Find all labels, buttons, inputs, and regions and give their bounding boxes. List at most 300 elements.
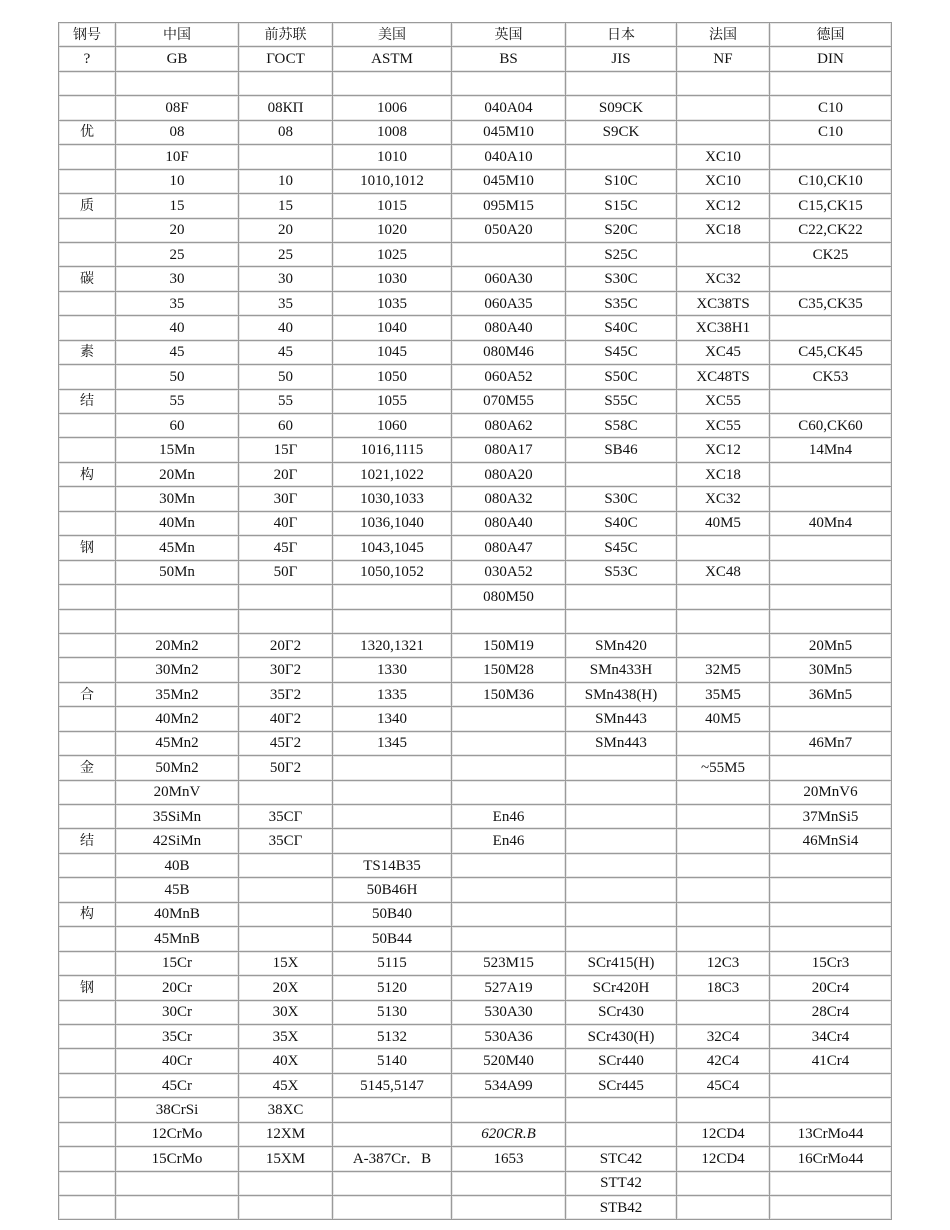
gb-cell: 40B — [116, 853, 239, 877]
din-cell — [770, 487, 892, 511]
category-cell: 构 — [59, 902, 116, 926]
nf-cell: XC55 — [677, 414, 770, 438]
header-std-nf: NF — [677, 47, 770, 71]
category-cell — [59, 1000, 116, 1024]
bs-cell: 040A04 — [452, 96, 566, 120]
gb-cell: 12CrMo — [116, 1122, 239, 1146]
gb-cell: 40Cr — [116, 1049, 239, 1073]
nf-cell — [677, 1171, 770, 1195]
bs-cell: 080M50 — [452, 585, 566, 609]
category-cell — [59, 585, 116, 609]
nf-cell: 32M5 — [677, 658, 770, 682]
gb-cell: 25 — [116, 242, 239, 266]
bs-cell: 150M28 — [452, 658, 566, 682]
gost-cell: 40Г2 — [239, 707, 333, 731]
gost-cell: 08КП — [239, 96, 333, 120]
din-cell: C60,CK60 — [770, 414, 892, 438]
category-cell — [59, 633, 116, 657]
astm-cell — [333, 1122, 452, 1146]
gb-cell: 50Mn2 — [116, 756, 239, 780]
bs-cell: 095M15 — [452, 194, 566, 218]
jis-cell — [566, 145, 677, 169]
nf-cell: XC18 — [677, 462, 770, 486]
table-row — [59, 414, 892, 438]
gb-cell: 35Cr — [116, 1024, 239, 1048]
gost-cell: 45Г2 — [239, 731, 333, 755]
gost-cell: 15Г — [239, 438, 333, 462]
astm-cell: 5140 — [333, 1049, 452, 1073]
gost-cell: 25 — [239, 242, 333, 266]
nf-cell: XC10 — [677, 145, 770, 169]
gost-cell — [239, 780, 333, 804]
jis-cell — [566, 1122, 677, 1146]
jis-cell: SB46 — [566, 438, 677, 462]
bs-cell — [452, 780, 566, 804]
astm-cell: 1330 — [333, 658, 452, 682]
table-row — [59, 340, 892, 364]
nf-cell: XC10 — [677, 169, 770, 193]
header-std-astm: ASTM — [333, 47, 452, 71]
category-cell: 素 — [59, 340, 116, 364]
category-cell: 优 — [59, 120, 116, 144]
jis-cell — [566, 756, 677, 780]
astm-cell: 1035 — [333, 291, 452, 315]
header-germany: 德国 — [770, 23, 892, 47]
gost-cell: 35 — [239, 291, 333, 315]
bs-cell: 530A30 — [452, 1000, 566, 1024]
table-row — [59, 438, 892, 462]
table-row — [59, 805, 892, 829]
nf-cell: XC45 — [677, 340, 770, 364]
nf-cell: XC32 — [677, 487, 770, 511]
nf-cell — [677, 71, 770, 95]
jis-cell: S10C — [566, 169, 677, 193]
gost-cell: 15X — [239, 951, 333, 975]
jis-cell — [566, 829, 677, 853]
gb-cell: 50 — [116, 365, 239, 389]
nf-cell — [677, 609, 770, 633]
gost-cell: 45Г — [239, 536, 333, 560]
astm-cell — [333, 609, 452, 633]
gb-cell: 10F — [116, 145, 239, 169]
jis-cell: SMn443 — [566, 707, 677, 731]
category-cell — [59, 1122, 116, 1146]
nf-cell: XC38TS — [677, 291, 770, 315]
astm-cell: 1040 — [333, 316, 452, 340]
category-cell — [59, 1098, 116, 1122]
astm-cell — [333, 1196, 452, 1220]
jis-cell: S9CK — [566, 120, 677, 144]
din-cell: 28Cr4 — [770, 1000, 892, 1024]
table-row — [59, 1098, 892, 1122]
astm-cell — [333, 756, 452, 780]
bs-cell — [452, 1171, 566, 1195]
category-cell — [59, 242, 116, 266]
din-cell: 36Mn5 — [770, 682, 892, 706]
jis-cell: S40C — [566, 316, 677, 340]
bs-cell: 150M19 — [452, 633, 566, 657]
bs-cell: 070M55 — [452, 389, 566, 413]
jis-cell: S35C — [566, 291, 677, 315]
jis-cell: STC42 — [566, 1147, 677, 1171]
nf-cell: XC18 — [677, 218, 770, 242]
table-row — [59, 487, 892, 511]
nf-cell: ~55M5 — [677, 756, 770, 780]
gb-cell: 20Mn — [116, 462, 239, 486]
nf-cell — [677, 242, 770, 266]
bs-cell: 080A40 — [452, 316, 566, 340]
gb-cell: 10 — [116, 169, 239, 193]
bs-cell: 150M36 — [452, 682, 566, 706]
bs-cell: 080A62 — [452, 414, 566, 438]
table-row — [59, 389, 892, 413]
category-cell: 合 — [59, 682, 116, 706]
category-cell — [59, 1196, 116, 1220]
jis-cell: STB42 — [566, 1196, 677, 1220]
astm-cell: 5132 — [333, 1024, 452, 1048]
gb-cell: 08F — [116, 96, 239, 120]
jis-cell: S58C — [566, 414, 677, 438]
category-cell: 金 — [59, 756, 116, 780]
table-row — [59, 145, 892, 169]
table-row — [59, 365, 892, 389]
header-france: 法国 — [677, 23, 770, 47]
gost-cell — [239, 1171, 333, 1195]
table-row — [59, 1073, 892, 1097]
din-cell — [770, 462, 892, 486]
category-cell — [59, 780, 116, 804]
gost-cell: 20Г2 — [239, 633, 333, 657]
astm-cell — [333, 805, 452, 829]
gost-cell: 08 — [239, 120, 333, 144]
nf-cell: 12CD4 — [677, 1122, 770, 1146]
jis-cell: S53C — [566, 560, 677, 584]
gb-cell: 45Mn2 — [116, 731, 239, 755]
bs-cell — [452, 71, 566, 95]
gb-cell — [116, 1171, 239, 1195]
gb-cell: 40MnB — [116, 902, 239, 926]
gost-cell: 45 — [239, 340, 333, 364]
nf-cell: 45C4 — [677, 1073, 770, 1097]
din-cell: 46Mn7 — [770, 731, 892, 755]
bs-cell: 050A20 — [452, 218, 566, 242]
gost-cell: 30Г — [239, 487, 333, 511]
astm-cell: 1020 — [333, 218, 452, 242]
gb-cell: 20 — [116, 218, 239, 242]
gb-cell: 38CrSi — [116, 1098, 239, 1122]
nf-cell — [677, 853, 770, 877]
table-row — [59, 951, 892, 975]
gb-cell: 35 — [116, 291, 239, 315]
table-row — [59, 878, 892, 902]
gb-cell: 15Mn — [116, 438, 239, 462]
category-cell — [59, 1073, 116, 1097]
category-cell — [59, 731, 116, 755]
jis-cell — [566, 71, 677, 95]
nf-cell: XC12 — [677, 438, 770, 462]
jis-cell — [566, 1098, 677, 1122]
gb-cell: 20MnV — [116, 780, 239, 804]
gost-cell: 38XC — [239, 1098, 333, 1122]
bs-cell — [452, 707, 566, 731]
nf-cell — [677, 829, 770, 853]
table-row — [59, 1000, 892, 1024]
jis-cell — [566, 462, 677, 486]
bs-cell: 030A52 — [452, 560, 566, 584]
gost-cell: 35СГ — [239, 829, 333, 853]
table-row — [59, 511, 892, 535]
table-row — [59, 927, 892, 951]
table-row — [59, 71, 892, 95]
din-cell: 20Cr4 — [770, 976, 892, 1000]
gost-cell: 35СГ — [239, 805, 333, 829]
astm-cell: 1021,1022 — [333, 462, 452, 486]
bs-cell: 527A19 — [452, 976, 566, 1000]
bs-cell — [452, 756, 566, 780]
category-cell — [59, 805, 116, 829]
jis-cell — [566, 780, 677, 804]
astm-cell: 5130 — [333, 1000, 452, 1024]
gost-cell: 20 — [239, 218, 333, 242]
din-cell: 13CrMo44 — [770, 1122, 892, 1146]
category-cell: 结 — [59, 389, 116, 413]
header-std-gb: GB — [116, 47, 239, 71]
astm-cell: 1050 — [333, 365, 452, 389]
category-cell — [59, 438, 116, 462]
nf-cell: 12C3 — [677, 951, 770, 975]
gost-cell: 15XM — [239, 1147, 333, 1171]
astm-cell: 1006 — [333, 96, 452, 120]
astm-cell: 1010,1012 — [333, 169, 452, 193]
category-cell — [59, 1171, 116, 1195]
astm-cell: 5145,5147 — [333, 1073, 452, 1097]
nf-cell: 40M5 — [677, 511, 770, 535]
gb-cell: 45Cr — [116, 1073, 239, 1097]
din-cell — [770, 756, 892, 780]
nf-cell — [677, 585, 770, 609]
astm-cell: A-387Cr．B — [333, 1147, 452, 1171]
astm-cell — [333, 585, 452, 609]
astm-cell: 5115 — [333, 951, 452, 975]
category-cell — [59, 71, 116, 95]
din-cell — [770, 536, 892, 560]
gb-cell: 30Mn2 — [116, 658, 239, 682]
table-body — [59, 23, 892, 1220]
gost-cell: 30Г2 — [239, 658, 333, 682]
din-cell — [770, 609, 892, 633]
gost-cell: 35Г2 — [239, 682, 333, 706]
category-cell: 钢 — [59, 976, 116, 1000]
jis-cell: SCr415(H) — [566, 951, 677, 975]
astm-cell: 1030 — [333, 267, 452, 291]
gost-cell: 15 — [239, 194, 333, 218]
bs-cell: 080A32 — [452, 487, 566, 511]
table-row — [59, 462, 892, 486]
table-row — [59, 829, 892, 853]
nf-cell: XC12 — [677, 194, 770, 218]
table-row — [59, 218, 892, 242]
category-cell — [59, 145, 116, 169]
bs-cell: 080M46 — [452, 340, 566, 364]
din-cell: C45,CK45 — [770, 340, 892, 364]
nf-cell: XC55 — [677, 389, 770, 413]
gost-cell: 55 — [239, 389, 333, 413]
nf-cell: 40M5 — [677, 707, 770, 731]
header-row-standards — [59, 47, 892, 71]
gost-cell: 50Г2 — [239, 756, 333, 780]
gb-cell: 35SiMn — [116, 805, 239, 829]
nf-cell: 35M5 — [677, 682, 770, 706]
astm-cell: 1345 — [333, 731, 452, 755]
table-row — [59, 658, 892, 682]
table-row — [59, 682, 892, 706]
jis-cell: SCr420H — [566, 976, 677, 1000]
gost-cell: 30 — [239, 267, 333, 291]
din-cell — [770, 1196, 892, 1220]
category-cell: 碳 — [59, 267, 116, 291]
gost-cell: 60 — [239, 414, 333, 438]
din-cell: C22,CK22 — [770, 218, 892, 242]
jis-cell — [566, 853, 677, 877]
jis-cell — [566, 585, 677, 609]
gb-cell: 30Cr — [116, 1000, 239, 1024]
table-row — [59, 267, 892, 291]
gost-cell: 30X — [239, 1000, 333, 1024]
astm-cell: 1043,1045 — [333, 536, 452, 560]
din-cell: 46MnSi4 — [770, 829, 892, 853]
astm-cell: 1055 — [333, 389, 452, 413]
bs-cell: En46 — [452, 805, 566, 829]
astm-cell — [333, 71, 452, 95]
header-steel-grade: 钢号 — [59, 23, 116, 47]
table-row — [59, 633, 892, 657]
bs-cell: 1653 — [452, 1147, 566, 1171]
jis-cell: S50C — [566, 365, 677, 389]
nf-cell: 12CD4 — [677, 1147, 770, 1171]
table-row — [59, 96, 892, 120]
category-cell — [59, 511, 116, 535]
gb-cell: 40 — [116, 316, 239, 340]
table-row — [59, 707, 892, 731]
din-cell — [770, 71, 892, 95]
gb-cell — [116, 609, 239, 633]
gost-cell — [239, 927, 333, 951]
header-row-countries — [59, 23, 892, 47]
table-row — [59, 780, 892, 804]
category-cell: 构 — [59, 462, 116, 486]
gost-cell — [239, 71, 333, 95]
header-japan: 日本 — [566, 23, 677, 47]
astm-cell: 1050,1052 — [333, 560, 452, 584]
astm-cell — [333, 829, 452, 853]
jis-cell: S15C — [566, 194, 677, 218]
jis-cell: S30C — [566, 487, 677, 511]
table-row — [59, 536, 892, 560]
table-row — [59, 853, 892, 877]
bs-cell — [452, 878, 566, 902]
gb-cell: 15 — [116, 194, 239, 218]
gost-cell — [239, 585, 333, 609]
astm-cell: 1335 — [333, 682, 452, 706]
header-china: 中国 — [116, 23, 239, 47]
nf-cell: 42C4 — [677, 1049, 770, 1073]
header-std-unknown: ? — [59, 47, 116, 71]
nf-cell — [677, 927, 770, 951]
gost-cell: 20X — [239, 976, 333, 1000]
table-row — [59, 976, 892, 1000]
nf-cell — [677, 902, 770, 926]
category-cell — [59, 487, 116, 511]
din-cell: C35,CK35 — [770, 291, 892, 315]
gb-cell — [116, 71, 239, 95]
gost-cell: 45X — [239, 1073, 333, 1097]
nf-cell — [677, 1000, 770, 1024]
jis-cell: SMn420 — [566, 633, 677, 657]
astm-cell: 5120 — [333, 976, 452, 1000]
jis-cell: SMn443 — [566, 731, 677, 755]
jis-cell: S09CK — [566, 96, 677, 120]
category-cell — [59, 96, 116, 120]
gost-cell: 35X — [239, 1024, 333, 1048]
gost-cell — [239, 853, 333, 877]
gost-cell — [239, 1196, 333, 1220]
nf-cell — [677, 1196, 770, 1220]
gb-cell: 20Cr — [116, 976, 239, 1000]
jis-cell: SCr430(H) — [566, 1024, 677, 1048]
jis-cell: SCr445 — [566, 1073, 677, 1097]
jis-cell — [566, 878, 677, 902]
nf-cell: XC48 — [677, 560, 770, 584]
header-std-bs: BS — [452, 47, 566, 71]
jis-cell: S25C — [566, 242, 677, 266]
astm-cell: TS14B35 — [333, 853, 452, 877]
header-usa: 美国 — [333, 23, 452, 47]
din-cell — [770, 560, 892, 584]
din-cell: 20MnV6 — [770, 780, 892, 804]
bs-cell — [452, 1098, 566, 1122]
jis-cell: SMn433H — [566, 658, 677, 682]
category-cell — [59, 218, 116, 242]
astm-cell: 50B44 — [333, 927, 452, 951]
din-cell — [770, 927, 892, 951]
nf-cell: 18C3 — [677, 976, 770, 1000]
nf-cell — [677, 633, 770, 657]
category-cell — [59, 707, 116, 731]
jis-cell: SCr430 — [566, 1000, 677, 1024]
gb-cell: 45MnB — [116, 927, 239, 951]
bs-cell: En46 — [452, 829, 566, 853]
gb-cell: 08 — [116, 120, 239, 144]
jis-cell: S45C — [566, 536, 677, 560]
din-cell: CK53 — [770, 365, 892, 389]
table-row — [59, 902, 892, 926]
gb-cell: 60 — [116, 414, 239, 438]
nf-cell: XC48TS — [677, 365, 770, 389]
table-row — [59, 120, 892, 144]
din-cell: C10,CK10 — [770, 169, 892, 193]
category-cell — [59, 1024, 116, 1048]
table-row — [59, 756, 892, 780]
category-cell — [59, 291, 116, 315]
gost-cell: 20Г — [239, 462, 333, 486]
din-cell: 15Cr3 — [770, 951, 892, 975]
jis-cell: S40C — [566, 511, 677, 535]
bs-cell — [452, 242, 566, 266]
gost-cell: 50Г — [239, 560, 333, 584]
gost-cell: 50 — [239, 365, 333, 389]
gost-cell — [239, 902, 333, 926]
nf-cell — [677, 536, 770, 560]
